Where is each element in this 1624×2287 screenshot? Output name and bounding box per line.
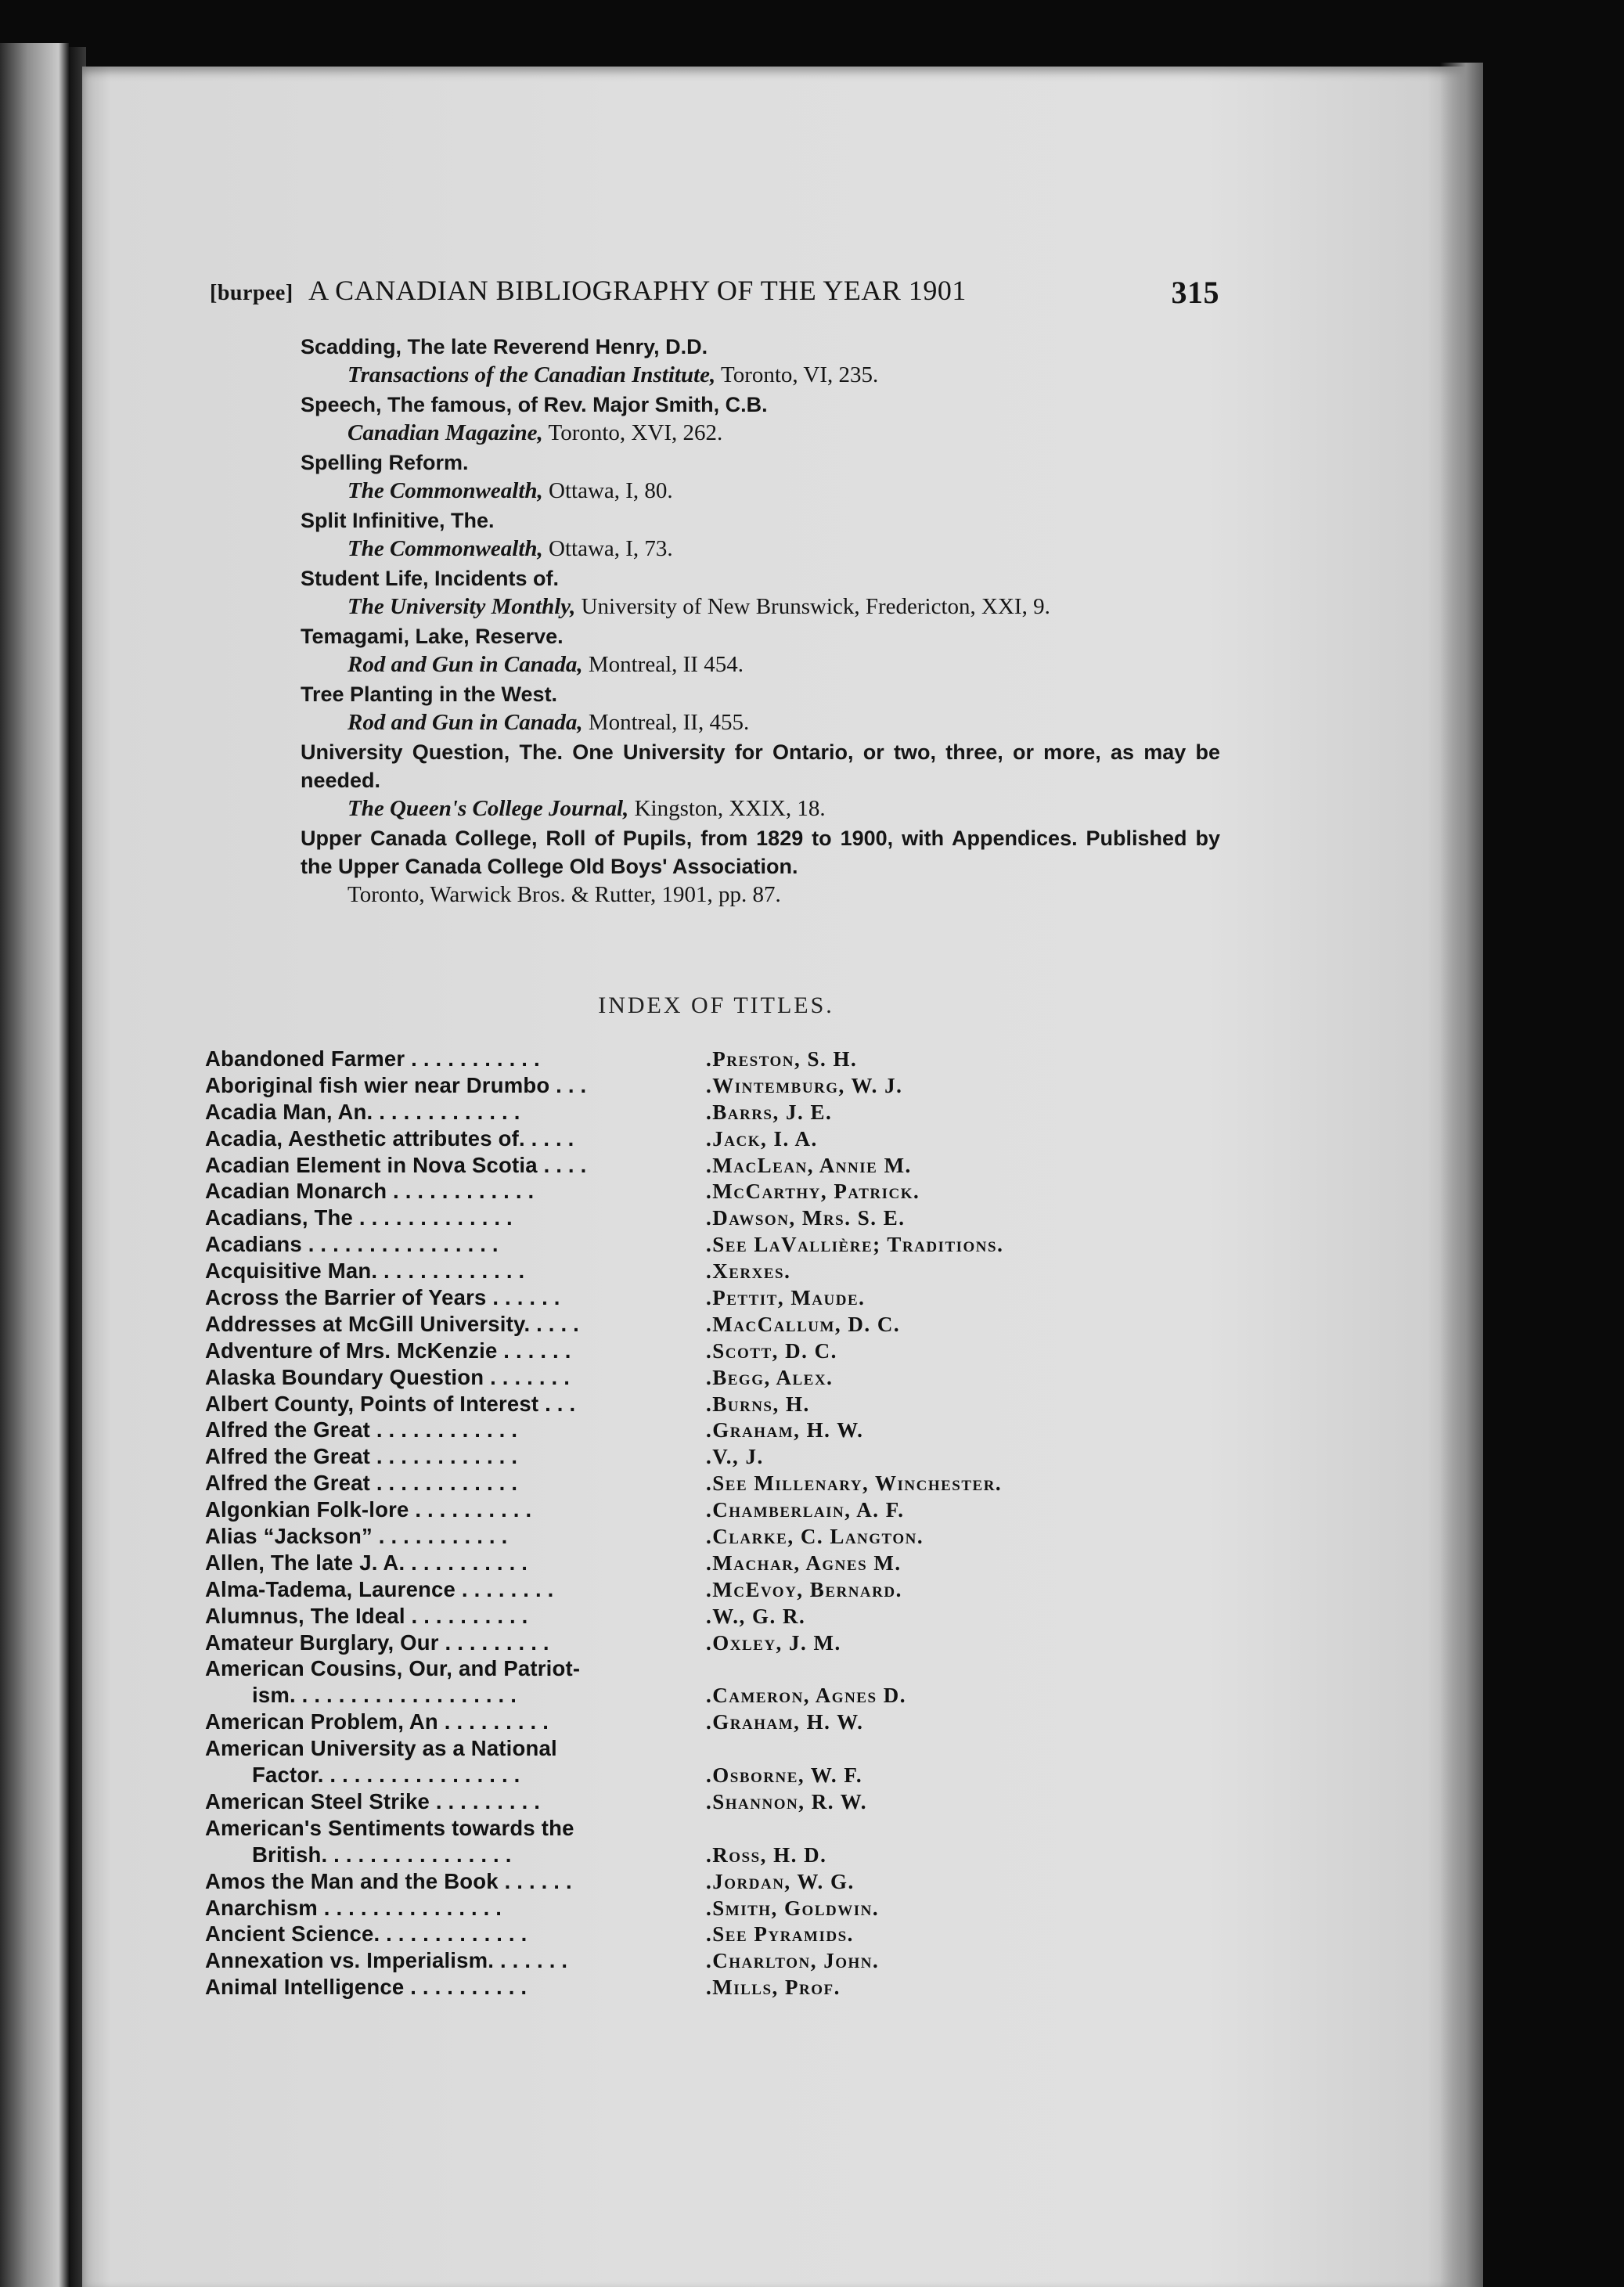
index-title: Acadian Monarch . . . . . . . . . . . . (205, 1179, 535, 1204)
index-title: Addresses at McGill University. . . . . (205, 1311, 580, 1336)
index-title: Aboriginal fish wier near Drumbo . . . (205, 1072, 587, 1097)
index-author: .Cameron, Agnes D. (706, 1684, 907, 1708)
index-author: .See Millenary, Winchester. (706, 1471, 1003, 1496)
index-author: .McCarthy, Patrick. (706, 1180, 920, 1204)
index-author: .Jack, I. A. (706, 1126, 818, 1151)
index-row (205, 1604, 1129, 1630)
index-title: Alfred the Great . . . . . . . . . . . . (205, 1471, 518, 1496)
bibliography-entries (301, 333, 1220, 910)
index-author: .Scott, D. C. (706, 1338, 837, 1363)
index-title: American's Sentiments towards the (205, 1815, 574, 1840)
index-author: .MacLean, Annie M. (706, 1153, 912, 1177)
index-title: British. . . . . . . . . . . . . . . . (252, 1842, 512, 1867)
entry-details: Ottawa, I, 80. (542, 478, 673, 503)
index-author: .Wintemburg, W. J. (706, 1073, 903, 1097)
entry-details: Ottawa, I, 73. (542, 536, 673, 561)
index-row (205, 1205, 1129, 1232)
entry-title: Temagami, Lake, Reserve. (301, 625, 564, 648)
index-title: Acquisitive Man. . . . . . . . . . . . . (205, 1259, 525, 1284)
index-row (205, 1789, 1129, 1816)
entry-title: Upper Canada College, Roll of Pupils, from 1829 to 1900, with Appendices. Published by the Upper Canada College Old Boys' Association. (301, 827, 1220, 878)
index-heading: INDEX OF TITLES. (598, 992, 834, 1018)
previous-page-edge (0, 43, 69, 2287)
index-row (205, 1869, 1129, 1896)
index-title: American Cousins, Our, and Patriot- (205, 1656, 581, 1681)
index-row (205, 1392, 1129, 1418)
index-title: Animal Intelligence . . . . . . . . . . (205, 1975, 528, 2000)
running-head-tag: [burpee] (210, 281, 293, 305)
index-title: Albert County, Points of Interest . . . (205, 1391, 576, 1416)
entry-details: Montreal, II, 455. (582, 710, 750, 735)
index-row (205, 1524, 1129, 1550)
index-title: Alfred the Great . . . . . . . . . . . . (205, 1417, 518, 1442)
entry-title: Split Infinitive, The. (301, 509, 495, 532)
bibliography-entry (301, 824, 1220, 909)
index-row (205, 1948, 1129, 1975)
index-author: .Graham, H. W. (706, 1418, 864, 1442)
bibliography-entry (301, 680, 1220, 737)
entry-citation (301, 361, 1220, 389)
index-author: .Barrs, J. E. (706, 1100, 833, 1124)
index-author: .Machar, Agnes M. (706, 1550, 902, 1575)
index-row (205, 1630, 1129, 1657)
index-author: .Xerxes. (706, 1259, 791, 1284)
index-author: .Graham, H. W. (706, 1710, 864, 1734)
index-author: .Oxley, J. M. (706, 1630, 841, 1655)
index-row (205, 1816, 1129, 1842)
index-title: Alias “Jackson” . . . . . . . . . . . (205, 1524, 508, 1549)
index-title: Acadians . . . . . . . . . . . . . . . . (205, 1232, 499, 1257)
entry-citation (301, 477, 1220, 505)
index-row (205, 1709, 1129, 1736)
entry-details: Toronto, VI, 235. (715, 362, 879, 387)
entry-title: Scadding, The late Reverend Henry, D.D. (301, 335, 708, 358)
index-author: .Begg, Alex. (706, 1365, 834, 1389)
entry-citation (301, 535, 1220, 563)
index-author: .Jordan, W. G. (706, 1869, 855, 1893)
entry-details: Toronto, Warwick Bros. & Rutter, 1901, pp. 87. (347, 882, 781, 907)
index-row (205, 1656, 1129, 1683)
index-row (205, 1073, 1129, 1100)
index-title: Amateur Burglary, Our . . . . . . . . . (205, 1630, 549, 1655)
index-author: .Charlton, John. (706, 1949, 880, 1973)
entry-journal: Rod and Gun in Canada, (347, 652, 583, 677)
index-author: .Mills, Prof. (706, 1975, 841, 2000)
index-author: .See Pyramids. (706, 1922, 854, 1947)
index-row (205, 1921, 1129, 1948)
entry-citation (301, 650, 1220, 679)
index-title: American Problem, An . . . . . . . . . (205, 1709, 549, 1734)
bibliography-entry (301, 738, 1220, 823)
running-head (210, 274, 1219, 310)
index-row (205, 1285, 1129, 1312)
entry-journal: Canadian Magazine, (347, 420, 543, 445)
entry-citation (301, 794, 1220, 823)
index-row (205, 1100, 1129, 1126)
index-row (205, 1577, 1129, 1604)
entry-journal: The University Monthly, (347, 594, 576, 619)
entry-title: Spelling Reform. (301, 451, 469, 474)
index-title: ism. . . . . . . . . . . . . . . . . . . (252, 1683, 517, 1708)
index-row (205, 1312, 1129, 1338)
index-title: Factor. . . . . . . . . . . . . . . . . (252, 1763, 520, 1788)
entry-journal: The Commonwealth, (347, 536, 543, 561)
index-title: Alaska Boundary Question . . . . . . . (205, 1364, 571, 1389)
index-author: .Shannon, R. W. (706, 1789, 867, 1813)
index-row (205, 1417, 1129, 1444)
index-title: Amos the Man and the Book . . . . . . (205, 1868, 572, 1893)
entry-citation (301, 419, 1220, 447)
index-row (205, 1365, 1129, 1392)
bibliography-entry (301, 622, 1220, 679)
index-row (205, 1842, 1129, 1869)
index-title: Across the Barrier of Years . . . . . . (205, 1285, 560, 1310)
entry-citation (301, 592, 1220, 621)
index-author: .V., J. (706, 1445, 764, 1469)
index-row (205, 1153, 1129, 1180)
entry-details: Toronto, XVI, 262. (542, 420, 723, 445)
bibliography-entry (301, 448, 1220, 505)
index-title: Abandoned Farmer . . . . . . . . . . . (205, 1046, 540, 1071)
index-title: Allen, The late J. A. . . . . . . . . . . (205, 1550, 528, 1575)
index-title: Acadia Man, An. . . . . . . . . . . . . (205, 1099, 520, 1124)
index-author: .Pettit, Maude. (706, 1286, 866, 1310)
index-row (205, 1338, 1129, 1365)
index-title: Annexation vs. Imperialism. . . . . . . (205, 1948, 568, 1973)
index-title: American University as a National (205, 1736, 557, 1761)
index-author: .Dawson, Mrs. S. E. (706, 1206, 906, 1230)
page-number: 315 (1171, 275, 1219, 310)
entry-details: Kingston, XXIX, 18. (628, 796, 826, 821)
index-title: Acadians, The . . . . . . . . . . . . . (205, 1205, 513, 1230)
index-title: American Steel Strike . . . . . . . . . (205, 1788, 541, 1813)
index-title: Adventure of Mrs. McKenzie . . . . . . (205, 1338, 571, 1363)
index-row (205, 1444, 1129, 1471)
index-row (205, 1179, 1129, 1205)
index-title: Alma-Tadema, Laurence . . . . . . . . (205, 1576, 554, 1601)
index-title: Anarchism . . . . . . . . . . . . . . . (205, 1895, 502, 1920)
index-title: Acadian Element in Nova Scotia . . . . (205, 1152, 587, 1177)
index-author: .MacCallum, D. C. (706, 1312, 901, 1336)
index-row (205, 1896, 1129, 1922)
entry-journal: Rod and Gun in Canada, (347, 710, 583, 735)
index-row (205, 1046, 1129, 1073)
index-author: .See LaVallière; Traditions. (706, 1233, 1004, 1257)
entry-details: University of New Brunswick, Fredericton, XXI, 9. (575, 594, 1050, 619)
index-row (205, 1259, 1129, 1285)
page-right-edge (1440, 63, 1483, 2287)
index-row (205, 1232, 1129, 1259)
index-author: .Ross, H. D. (706, 1842, 827, 1867)
entry-journal: The Commonwealth, (347, 478, 543, 503)
index-row (205, 1683, 1129, 1709)
index-row (205, 1975, 1129, 2001)
bibliography-entry (301, 506, 1220, 563)
index-author: .Osborne, W. F. (706, 1763, 863, 1788)
index-author: .Chamberlain, A. F. (706, 1498, 905, 1522)
entry-citation (301, 708, 1220, 737)
bibliography-entry (301, 391, 1220, 447)
index-row (205, 1763, 1129, 1789)
index-title: Alfred the Great . . . . . . . . . . . . (205, 1444, 518, 1469)
entry-details: Montreal, II 454. (582, 652, 744, 677)
index-title: Algonkian Folk-lore . . . . . . . . . . (205, 1497, 532, 1522)
index-author: .W., G. R. (706, 1604, 806, 1628)
entry-title: University Question, The. One University for Ontario, or two, three, or more, as may be needed. (301, 740, 1220, 792)
entry-title: Student Life, Incidents of. (301, 567, 559, 590)
entry-citation (301, 881, 1220, 909)
entry-journal: Transactions of the Canadian Institute, (347, 362, 716, 387)
index-of-titles (205, 1046, 1129, 2001)
running-head-title: A CANADIAN BIBLIOGRAPHY OF THE YEAR 1901 (308, 275, 967, 306)
index-title: Alumnus, The Ideal . . . . . . . . . . (205, 1603, 528, 1628)
entry-title: Speech, The famous, of Rev. Major Smith, C.B. (301, 393, 768, 416)
bibliography-entry (301, 564, 1220, 621)
index-row (205, 1126, 1129, 1153)
index-row (205, 1736, 1129, 1763)
index-row (205, 1497, 1129, 1524)
index-row (205, 1471, 1129, 1497)
index-author: .Burns, H. (706, 1392, 810, 1416)
index-author: .Clarke, C. Langton. (706, 1525, 924, 1549)
index-author: .Preston, S. H. (706, 1047, 858, 1071)
index-author: .McEvoy, Bernard. (706, 1577, 902, 1601)
index-title: Acadia, Aesthetic attributes of. . . . . (205, 1125, 574, 1151)
index-title: Ancient Science. . . . . . . . . . . . . (205, 1921, 528, 1947)
bibliography-entry (301, 333, 1220, 389)
entry-journal: The Queen's College Journal, (347, 796, 629, 821)
index-row (205, 1550, 1129, 1577)
entry-title: Tree Planting in the West. (301, 682, 558, 706)
index-author: .Smith, Goldwin. (706, 1896, 880, 1920)
